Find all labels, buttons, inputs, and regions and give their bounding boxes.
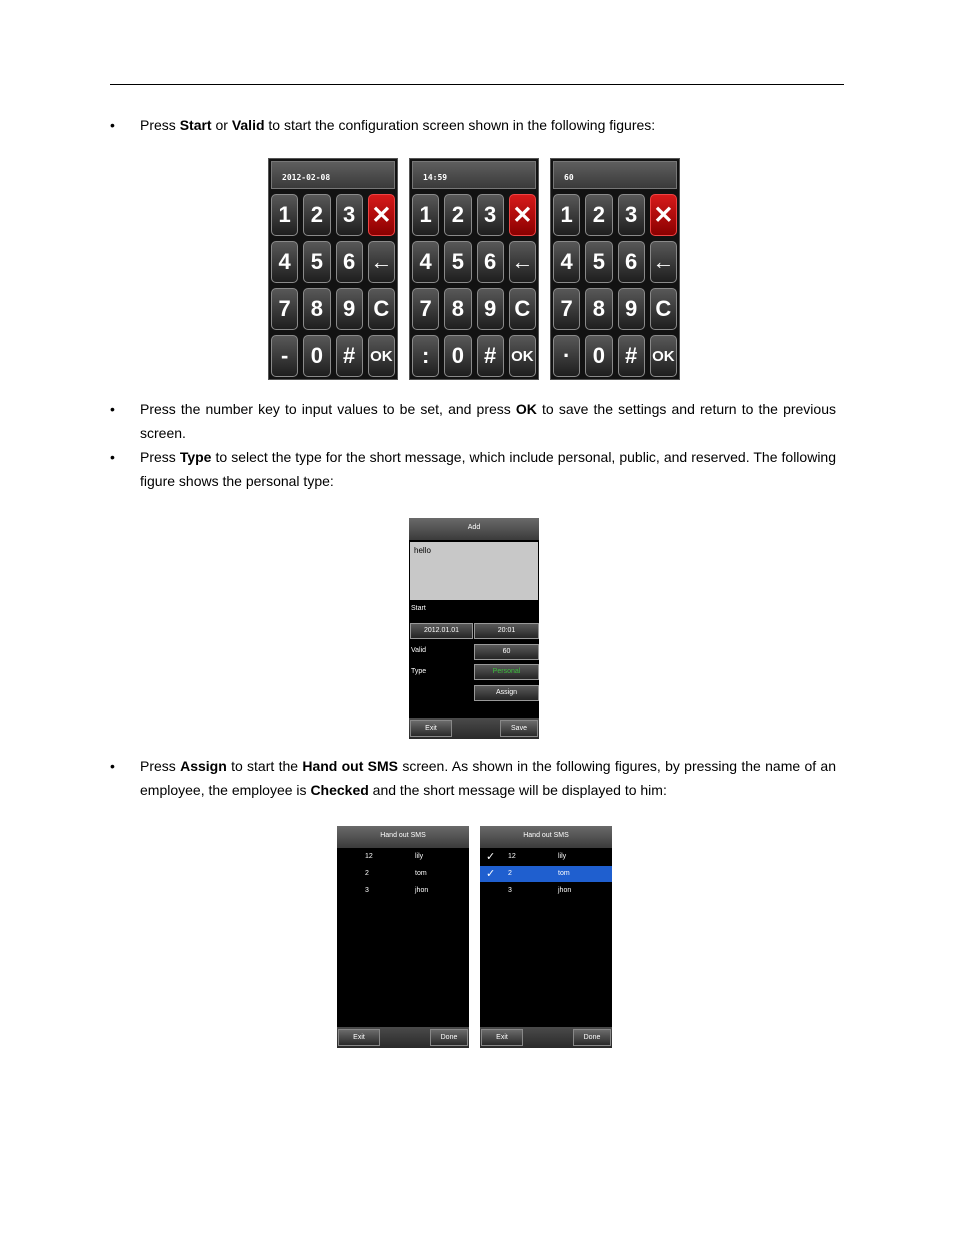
keypad-key[interactable]: # — [618, 335, 645, 377]
keypad-keys — [412, 194, 536, 377]
keypad-key[interactable]: 7 — [553, 288, 580, 330]
employee-id: 12 — [508, 853, 516, 860]
exit-button[interactable]: Exit — [481, 1029, 523, 1046]
keypad-key[interactable]: 0 — [585, 335, 612, 377]
screen-footer — [480, 1027, 612, 1048]
keypad-key[interactable]: 4 — [553, 241, 580, 283]
keypad-display: 14:59 — [412, 161, 536, 189]
start-label: Start — [411, 605, 426, 612]
keypad-time — [409, 158, 539, 380]
employee-name: tom — [558, 870, 570, 877]
ok-key[interactable]: OK — [368, 335, 395, 377]
ok-key[interactable]: OK — [509, 335, 536, 377]
employee-id: 3 — [365, 887, 369, 894]
employee-row[interactable] — [480, 883, 612, 899]
done-button[interactable]: Done — [573, 1029, 611, 1046]
keypad-key[interactable]: 9 — [477, 288, 504, 330]
keypad-key[interactable]: 8 — [444, 288, 471, 330]
done-button[interactable]: Done — [430, 1029, 468, 1046]
screen-title: Hand out SMS — [337, 826, 469, 848]
keypad-key[interactable]: 4 — [271, 241, 298, 283]
keypad-key[interactable]: 7 — [271, 288, 298, 330]
message-textbox[interactable]: hello — [410, 542, 538, 600]
bullet-marker: • — [110, 401, 115, 417]
keypad-key[interactable]: 0 — [444, 335, 471, 377]
keypad-key[interactable]: 6 — [618, 241, 645, 283]
ok-key[interactable]: OK — [650, 335, 677, 377]
employee-row[interactable] — [480, 849, 612, 865]
save-button[interactable]: Save — [500, 720, 538, 737]
employee-name: lily — [415, 853, 424, 860]
keypad-key[interactable]: 6 — [336, 241, 363, 283]
cancel-key[interactable]: ✕ — [509, 194, 536, 236]
keypad-key[interactable]: 5 — [303, 241, 330, 283]
keypad-key[interactable]: 5 — [444, 241, 471, 283]
screen-footer — [409, 718, 539, 739]
employee-row[interactable] — [480, 866, 612, 882]
keypad-key[interactable]: 1 — [412, 194, 439, 236]
keypad-key[interactable]: 8 — [303, 288, 330, 330]
keypad-key[interactable]: 6 — [477, 241, 504, 283]
type-label: Type — [411, 668, 427, 675]
keypad-keys — [553, 194, 677, 377]
keypad-key[interactable]: 1 — [271, 194, 298, 236]
checkmark-icon: ✓ — [486, 851, 496, 863]
exit-button[interactable]: Exit — [338, 1029, 380, 1046]
add-sms-screen — [409, 518, 539, 739]
assign-button[interactable]: Assign — [474, 685, 539, 701]
type-field[interactable]: Personal — [474, 664, 539, 680]
keypad-key[interactable]: # — [336, 335, 363, 377]
employee-id: 3 — [508, 887, 512, 894]
keypad-key[interactable]: - — [271, 335, 298, 377]
keypad-key[interactable]: 4 — [412, 241, 439, 283]
keypad-key[interactable]: 2 — [585, 194, 612, 236]
keypad-display: 2012-02-08 — [271, 161, 395, 189]
keypad-key[interactable]: 9 — [618, 288, 645, 330]
paragraph-assign: Press Assign to start the Hand out SMS screen. As shown in the following figures, by pressing the name of an employee, the employee is Checked and the short message will be displayed to him: — [140, 758, 836, 798]
keypad-key[interactable]: 9 — [336, 288, 363, 330]
bullet-marker: • — [110, 758, 115, 774]
keypad-keys — [271, 194, 395, 377]
start-date-field[interactable]: 2012.01.01 — [410, 623, 473, 639]
start-time-field[interactable]: 20:01 — [474, 623, 539, 639]
keypad-key[interactable]: # — [477, 335, 504, 377]
hand-out-sms-screen-checked — [480, 826, 612, 1048]
employee-name: lily — [558, 853, 567, 860]
cancel-key[interactable]: ✕ — [368, 194, 395, 236]
keypad-key[interactable]: 5 — [585, 241, 612, 283]
keypad-key[interactable]: : — [412, 335, 439, 377]
valid-label: Valid — [411, 647, 427, 654]
employee-row[interactable] — [337, 883, 469, 899]
backspace-key[interactable]: ← — [650, 241, 677, 283]
employee-name: jhon — [415, 887, 429, 894]
keypad-key[interactable]: 1 — [553, 194, 580, 236]
paragraph-start-valid: Press Start or Valid to start the configuration screen shown in the following figures: — [140, 117, 656, 133]
employee-name: jhon — [558, 887, 572, 894]
keypad-key[interactable]: 7 — [412, 288, 439, 330]
keypad-key[interactable]: 2 — [303, 194, 330, 236]
screen-title: Add — [409, 518, 539, 540]
keypad-key[interactable]: 0 — [303, 335, 330, 377]
backspace-key[interactable]: ← — [509, 241, 536, 283]
employee-name: tom — [415, 870, 427, 877]
keypad-key[interactable]: C — [650, 288, 677, 330]
paragraph-ok: Press the number key to input values to be set, and press OK to save the settings and return to the previous screen. — [140, 401, 836, 441]
keypad-key[interactable]: 3 — [477, 194, 504, 236]
keypad-key[interactable]: 8 — [585, 288, 612, 330]
keypad-date — [268, 158, 398, 380]
employee-id: 2 — [365, 870, 369, 877]
employee-row[interactable] — [337, 866, 469, 882]
hand-out-sms-screen — [337, 826, 469, 1048]
valid-field[interactable]: 60 — [474, 644, 539, 660]
checkmark-icon: ✓ — [486, 868, 496, 880]
backspace-key[interactable]: ← — [368, 241, 395, 283]
employee-id: 12 — [365, 853, 373, 860]
keypad-key[interactable]: C — [509, 288, 536, 330]
keypad-key[interactable]: 3 — [618, 194, 645, 236]
paragraph-type: Press Type to select the type for the short message, which include personal, public, and reserved. The following figure shows the personal type: — [140, 449, 836, 489]
keypad-valid — [550, 158, 680, 380]
exit-button[interactable]: Exit — [410, 720, 452, 737]
keypad-key[interactable]: 2 — [444, 194, 471, 236]
keypad-key[interactable]: · — [553, 335, 580, 377]
employee-row[interactable] — [337, 849, 469, 865]
header-rule — [110, 84, 844, 85]
bullet-marker: • — [110, 449, 115, 465]
bullet-marker: • — [110, 117, 115, 133]
keypad-key[interactable]: C — [368, 288, 395, 330]
screen-footer — [337, 1027, 469, 1048]
employee-id: 2 — [508, 870, 512, 877]
keypad-display: 60 — [553, 161, 677, 189]
cancel-key[interactable]: ✕ — [650, 194, 677, 236]
screen-title: Hand out SMS — [480, 826, 612, 848]
keypad-key[interactable]: 3 — [336, 194, 363, 236]
